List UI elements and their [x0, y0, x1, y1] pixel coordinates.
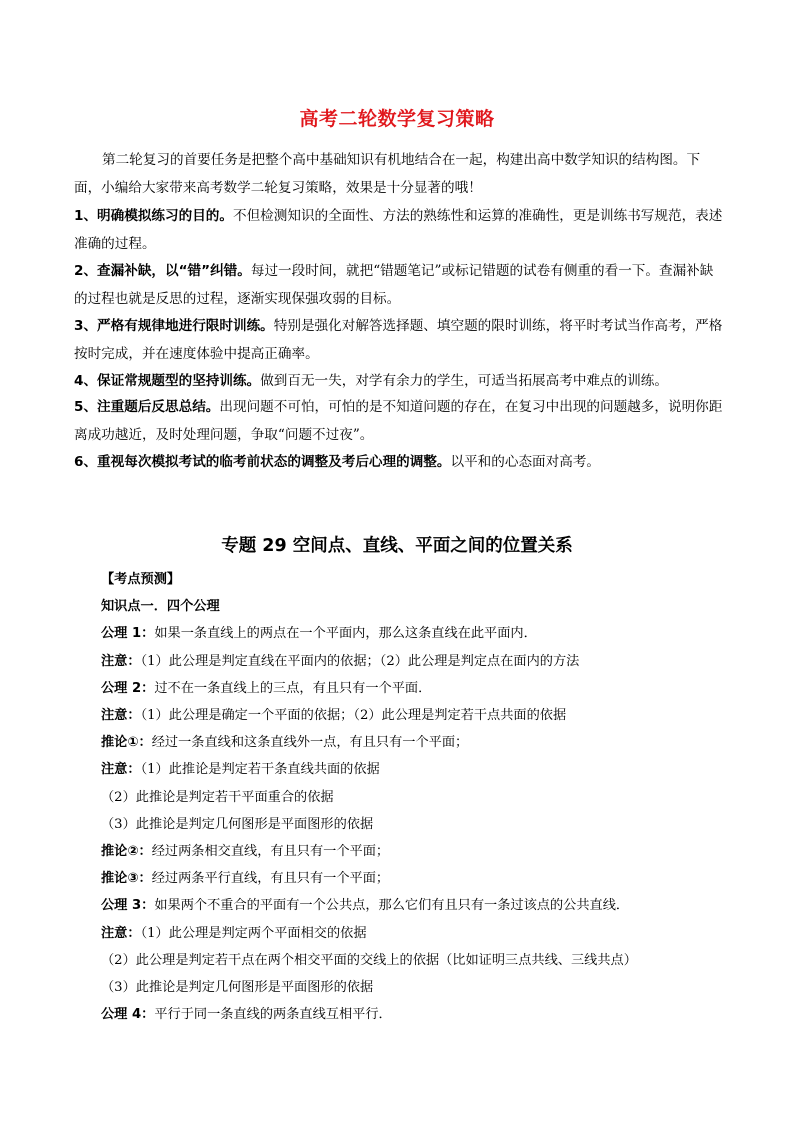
kp-text: （3）此推论是判定几何图形是平面图形的依据 [101, 980, 374, 996]
strategy-point [74, 368, 726, 396]
point-body: 以平和的心态面对高考。 [450, 454, 601, 470]
point-heading: 3、严格有规律地进行限时训练。 [74, 318, 274, 334]
kp-text: 过不在一条直线上的三点，有且只有一个平面． [154, 680, 432, 696]
kp-line [101, 892, 741, 919]
kp-label: 公理 4： [101, 1007, 155, 1023]
kp-text: （2）此推论是判定若干平面重合的依据 [101, 789, 334, 805]
kp-label: 公理 1： [101, 626, 155, 642]
kp-label: 注意： [101, 925, 141, 941]
kp-line [101, 729, 741, 756]
kp-line [101, 593, 741, 620]
kp-label: 注意： [101, 762, 141, 778]
point-heading: 4、保证常规题型的坚持训练。 [74, 373, 261, 389]
kp-label: 推论③： [101, 871, 152, 887]
kp-text: （1）此公理是判定两个平面相交的依据 [140, 925, 367, 941]
strategy-point [74, 258, 726, 313]
kp-line [101, 566, 741, 593]
kp-line [101, 756, 741, 783]
kp-text: 经过一条直线和这条直线外一点，有且只有一个平面； [151, 735, 469, 751]
kp-text: 平行于同一条直线的两条直线互相平行． [154, 1007, 392, 1023]
strategy-point [74, 313, 726, 368]
kp-label: 注意： [101, 653, 141, 669]
kp-text: 如果两个不重合的平面有一个公共点，那么它们有且只有一条过该点的公共直线． [154, 898, 630, 914]
kp-line [101, 838, 741, 865]
kp-label: 公理 2： [101, 680, 155, 696]
kp-text: （2）此公理是判定若干点在两个相交平面的交线上的依据（比如证明三点共线、三线共点） [101, 952, 637, 968]
point-body: 不但检测知识的全面性、方法的熟练性和运算的准确性，更是训练书写规范，表述准确的过程。 [74, 208, 723, 252]
kp-text: 经过两条相交直线，有且只有一个平面； [151, 844, 390, 860]
kp-text: 如果一条直线上的两点在一个平面内，那么这条直线在此平面内． [154, 626, 537, 642]
kp-text: 经过两条平行直线，有且只有一个平面； [151, 871, 390, 887]
kp-text: （1）此公理是判定直线在平面内的依据；（2）此公理是判定点在面内的方法 [140, 653, 580, 669]
kp-label: 公理 3： [101, 898, 155, 914]
point-body: 做到百无一失，对学有余力的学生，可适当拓展高考中难点的训练。 [260, 373, 668, 389]
point-body: 出现问题不可怕，可怕的是不知道问题的存在，在复习中出现的问题越多，说明你距离成功越近，及时处理问题，争取“问题不过夜”。 [74, 399, 723, 443]
kp-label: 知识点一．四个公理 [101, 599, 220, 615]
kp-line [101, 1001, 741, 1028]
kp-line [101, 947, 741, 974]
kp-text: （3）此推论是判定几何图形是平面图形的依据 [101, 816, 374, 832]
strategy-point [74, 394, 726, 449]
kp-text: （1）此推论是判定若干条直线共面的依据 [140, 762, 380, 778]
point-heading: 5、注重题后反思总结。 [74, 399, 220, 415]
knowledge-points [101, 566, 741, 1028]
kp-line [101, 675, 741, 702]
kp-line [101, 620, 741, 647]
point-body: 每过一段时间，就把“错题笔记”或标记错题的试卷有侧重的看一下。查漏补缺的过程也就是反思的过程，逐渐实现保强攻弱的目标。 [74, 263, 714, 307]
topic-title: 专题 29 空间点、直线、平面之间的位置关系 [221, 536, 573, 556]
kp-label: 推论②： [101, 844, 152, 860]
kp-line [101, 920, 741, 947]
kp-line [101, 974, 741, 1001]
kp-text: （1）此公理是确定一个平面的依据；（2）此公理是判定若干点共面的依据 [140, 708, 567, 724]
strategy-point [74, 203, 726, 258]
kp-line [101, 865, 741, 892]
strategy-point [74, 449, 726, 477]
kp-line [101, 702, 741, 729]
strategy-intro: 第二轮复习的首要任务是把整个高中基础知识有机地结合在一起，构建出高中数学知识的结构图。下面，小编给大家带来高考数学二轮复习策略，效果是十分显著的哦！ [74, 152, 701, 196]
kp-label: 【考点预测】 [101, 572, 181, 587]
point-heading: 1、明确模拟练习的目的。 [74, 208, 233, 224]
strategy-title: 高考二轮数学复习策略 [299, 108, 495, 130]
point-heading: 6、重视每次模拟考试的临考前状态的调整及考后心理的调整。 [74, 454, 451, 470]
kp-label: 注意： [101, 708, 141, 724]
point-body: 特别是强化对解答选择题、填空题的限时训练，将平时考试当作高考，严格按时完成，并在速度体验中提高正确率。 [74, 318, 723, 362]
kp-line [101, 648, 741, 675]
kp-label: 推论①： [101, 735, 152, 751]
kp-line [101, 784, 741, 811]
kp-line [101, 811, 741, 838]
point-heading: 2、查漏补缺，以“错”纠错。 [74, 263, 251, 279]
